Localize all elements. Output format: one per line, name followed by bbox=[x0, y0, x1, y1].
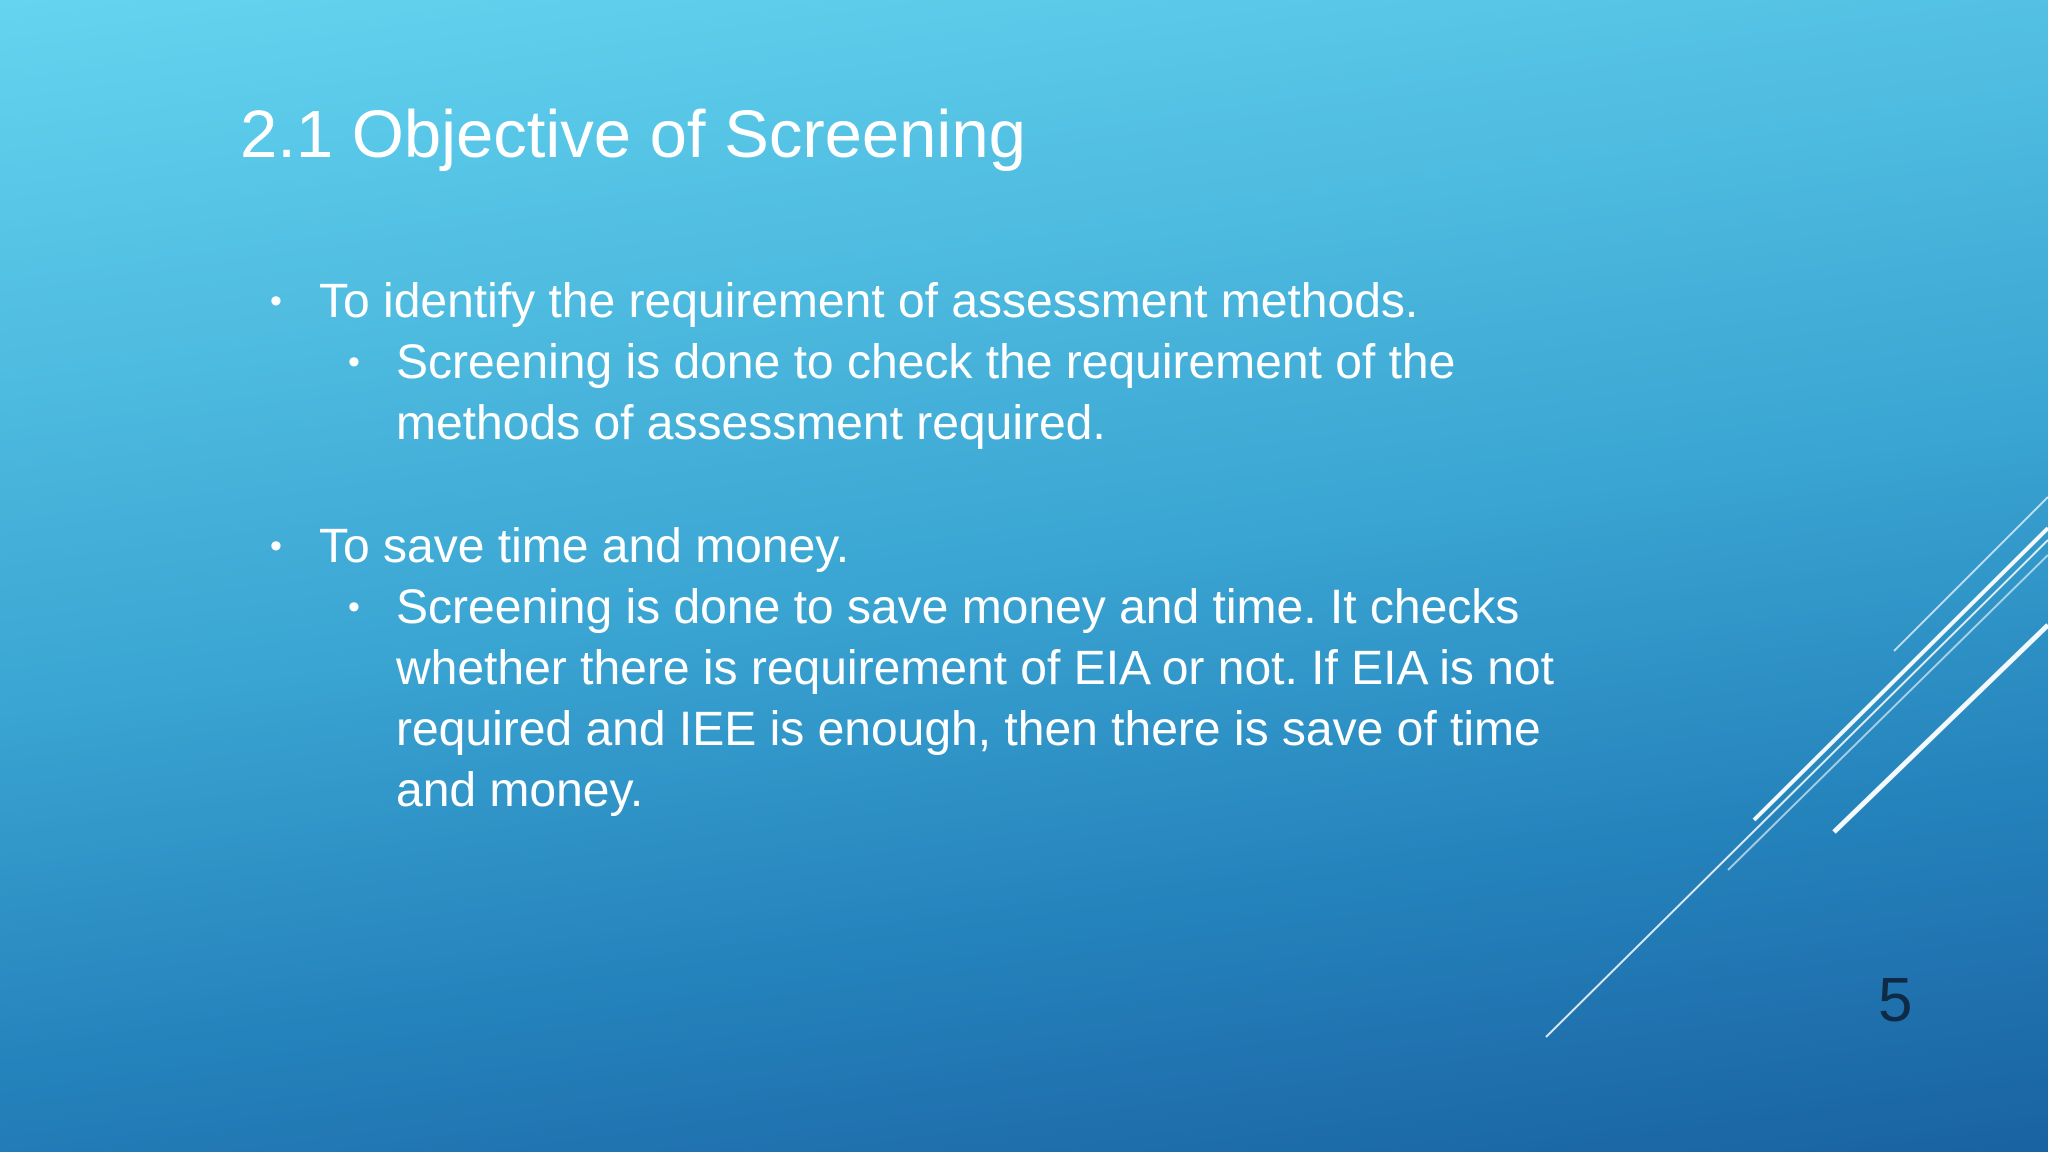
bullet-dot: • bbox=[348, 343, 360, 381]
bullet-dot: • bbox=[348, 588, 360, 626]
bullet-text: Screening is done to check the requirement of the methods of assessment required. bbox=[396, 336, 1456, 450]
bullet-dot: • bbox=[270, 282, 282, 320]
bullet-text: Screening is done to save money and time. It checks whether there is requirement of EIA or not. If EIA is not required and IEE is enough, then there is save of time and money. bbox=[396, 581, 1554, 817]
bullet-text: To identify the requirement of assessment methods. bbox=[319, 275, 1419, 328]
slide-title: 2.1 Objective of Screening bbox=[240, 97, 1026, 172]
bullet-dot: • bbox=[270, 527, 282, 565]
bullet-text: To save time and money. bbox=[319, 520, 850, 573]
page-number: 5 bbox=[1878, 966, 1913, 1035]
